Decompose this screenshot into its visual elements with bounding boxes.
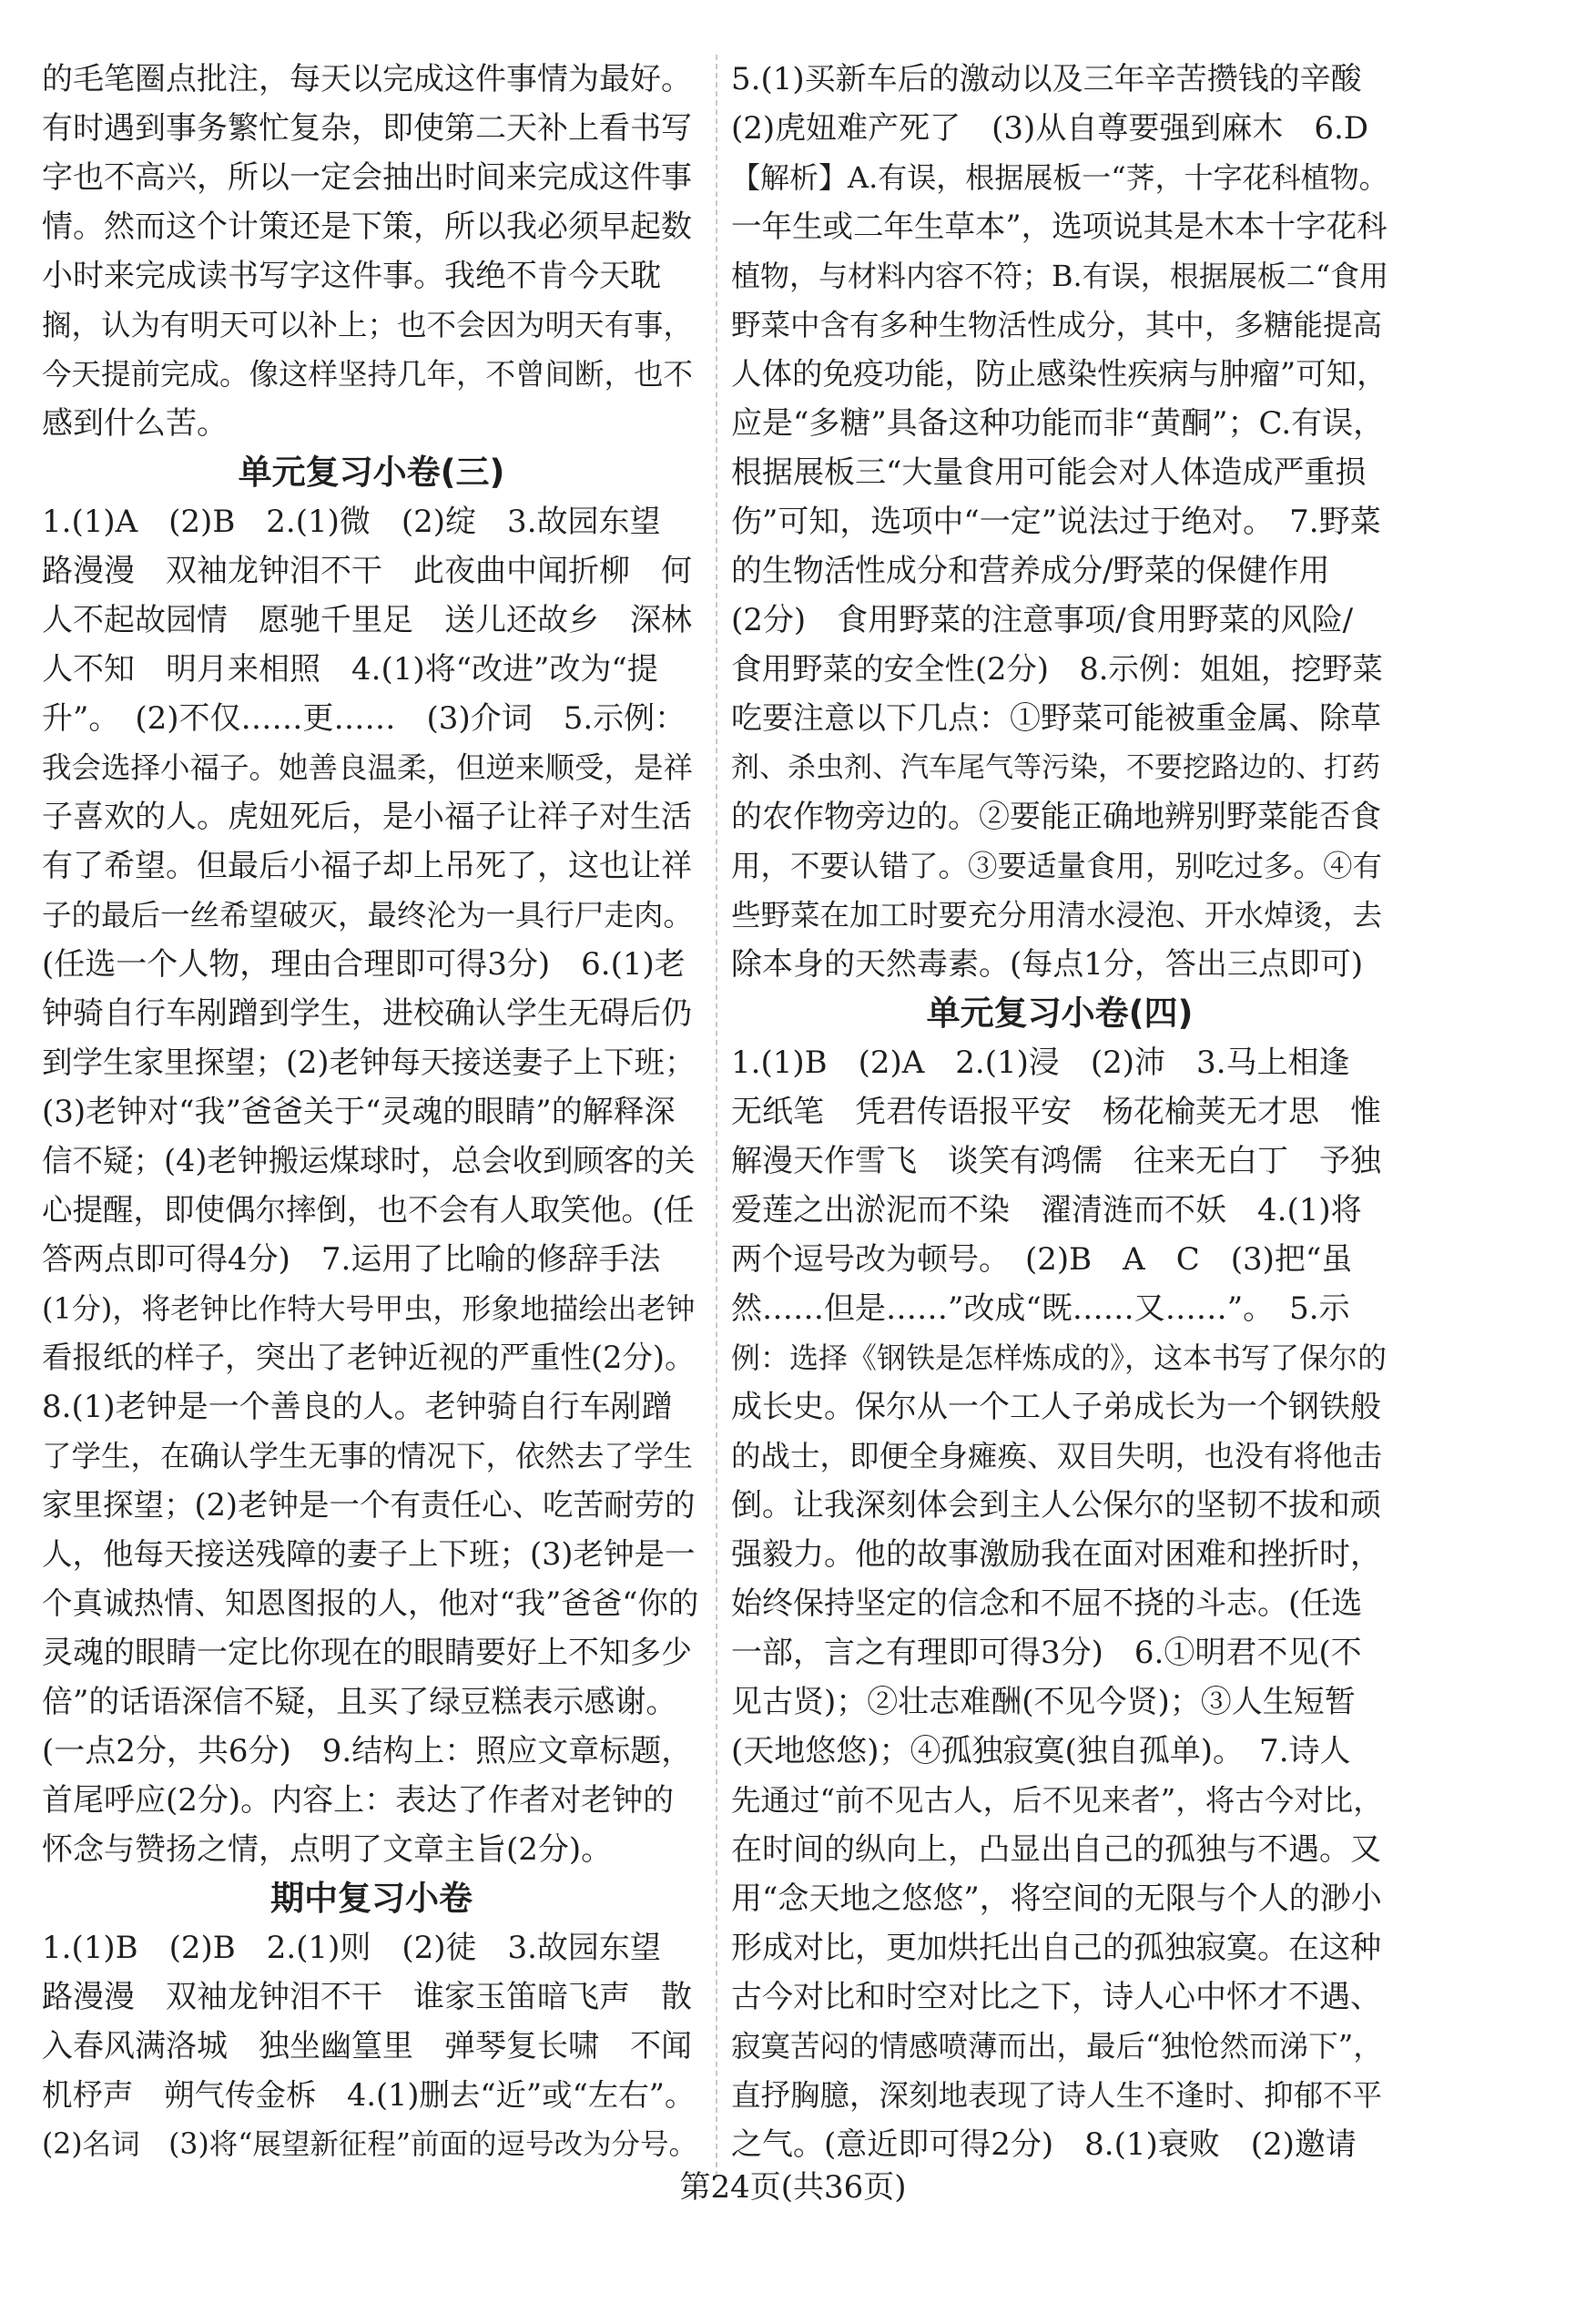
right-column <box>731 55 1388 2169</box>
text-line: 除本身的天然毒素。(每点1分，答出三点即可) <box>731 946 1364 983</box>
section-heading: 单元复习小卷(四) <box>926 994 1194 1033</box>
text-line: 首尾呼应(2分)。内容上：表达了作者对老钟的 <box>42 1782 675 1819</box>
text-line: 解漫天作雪飞 谈笑有鸿儒 往来无白丁 予独 <box>731 1143 1381 1179</box>
text-line: 的毛笔圈点批注，每天以完成这件事情为最好。 <box>42 61 692 97</box>
text-line: 一年生或二年生草本”，选项说其是木本十字花科 <box>731 209 1388 244</box>
section-heading: 单元复习小卷(三) <box>238 453 505 492</box>
text-line: 始终保持坚定的信念和不屈不挠的斗志。(任选 <box>731 1585 1363 1622</box>
left-column <box>42 55 701 2169</box>
text-line: 有了希望。但最后小福子却上吊死了，这也让祥 <box>42 848 692 884</box>
section-heading: 期中复习小卷 <box>270 1879 473 1918</box>
text-line: 灵魂的眼睛一定比你现在的眼睛要好上不知多少 <box>42 1635 692 1671</box>
text-line: 今天提前完成。像这样坚持几年，不曾间断，也不 <box>42 357 694 392</box>
text-line: 见古贤)；②壮志难酬(不见今贤)；③人生短暂 <box>731 1684 1356 1720</box>
text-line: (2)名词 (3)将“展望新征程”前面的逗号改为分号。 <box>42 2128 697 2161</box>
text-line: 搁，认为有明天可以补上；也不会因为明天有事， <box>42 308 694 342</box>
text-line: 的战士，即便全身瘫痪、双目失明，也没有将他击 <box>731 1439 1383 1473</box>
text-line: 升”。 (2)不仅……更…… (3)介词 5.示例： <box>42 700 686 737</box>
text-line: 钟骑自行车剐蹭到学生，进校确认学生无碍后仍 <box>42 995 692 1032</box>
text-line: 信不疑；(4)老钟搬运煤球时，总会收到顾客的关 <box>42 1143 696 1178</box>
text-line: 吃要注意以下几点：①野菜可能被重金属、除草 <box>731 700 1381 737</box>
text-line: 机杼声 朔气传金柝 4.(1)删去“近”或“左右”。 <box>42 2077 696 2113</box>
text-line: 寂寞苦闷的情感喷薄而出，最后“独怆然而涕下”， <box>731 2029 1383 2064</box>
text-line: 倍”的话语深信不疑，且买了绿豆糕表示感谢。 <box>42 1684 677 1720</box>
text-line: 应是“多糖”具备这种功能而非“黄酮”；C.有误， <box>731 405 1385 442</box>
text-line: 情。然而这个计策还是下策，所以我必须早起数 <box>42 209 692 245</box>
text-line: 我会选择小福子。她善良温柔，但逆来顺受，是祥 <box>42 750 694 785</box>
text-line: (2分) 食用野菜的注意事项/食用野菜的风险/ <box>731 602 1354 638</box>
text-line: 的生物活性成分和营养成分/野菜的保健作用 <box>731 553 1330 589</box>
text-line: 形成对比，更加烘托出自己的孤独寂寞。在这种 <box>731 1930 1381 1966</box>
text-line: 心提醒，即使偶尔摔倒，也不会有人取笑他。(任 <box>42 1192 695 1228</box>
text-line: 家里探望；(2)老钟是一个有责任心、吃苦耐劳的 <box>42 1487 696 1523</box>
text-line: 在时间的纵向上，凸显出自己的孤独与不遇。又 <box>731 1831 1381 1868</box>
text-line: 用，不要认错了。③要适量食用，别吃过多。④有 <box>731 849 1383 883</box>
text-line: 强毅力。他的故事激励我在面对困难和挫折时， <box>731 1536 1381 1573</box>
text-line: 倒。让我深刻体会到主人公保尔的坚韧不拔和顽 <box>731 1487 1381 1524</box>
text-line: (3)老钟对“我”爸爸关于“灵魂的眼睛”的解释深 <box>42 1094 676 1130</box>
text-line: (任选一个人物，理由合理即可得3分) 6.(1)老 <box>42 946 686 983</box>
text-line: 感到什么苦。 <box>42 405 228 442</box>
text-line: (天地悠悠)；④孤独寂寞(独自孤单)。 7.诗人 <box>731 1733 1351 1769</box>
text-line: (1分)，将老钟比作特大号甲虫，形象地描绘出老钟 <box>42 1291 696 1326</box>
text-line: 根据展板三“大量食用可能会对人体造成严重损 <box>731 454 1367 491</box>
page-number: 第24页(共36页) <box>679 2169 907 2206</box>
text-line: 到学生家里探望；(2)老钟每天接送妻子上下班； <box>42 1045 696 1080</box>
text-line: 小时来完成读书写字这件事。我绝不肯今天耽 <box>42 258 661 294</box>
text-line: 答两点即可得4分) 7.运用了比喻的修辞手法 <box>42 1241 661 1278</box>
text-line: 1.(1)B (2)B 2.(1)则 (2)徒 3.故园东望 <box>42 1930 661 1966</box>
text-line: 一部，言之有理即可得3分) 6.①明君不见(不 <box>731 1635 1362 1671</box>
text-line: 1.(1)A (2)B 2.(1)微 (2)绽 3.故园东望 <box>42 504 661 540</box>
text-line: 的农作物旁边的。②要能正确地辨别野菜能否食 <box>731 799 1381 835</box>
text-line: 直抒胸臆，深刻地表现了诗人生不逢时、抑郁不平 <box>731 2078 1383 2113</box>
text-line: 例：选择《钢铁是怎样炼成的》，这本书写了保尔的 <box>731 1340 1388 1375</box>
text-line: 怀念与赞扬之情，点明了文章主旨(2分)。 <box>42 1831 613 1868</box>
text-line: 字也不高兴，所以一定会抽出时间来完成这件事 <box>42 159 692 196</box>
text-line: 两个逗号改为顿号。 (2)B A C (3)把“虽 <box>731 1241 1353 1278</box>
column-divider <box>716 55 717 2176</box>
text-line: 8.(1)老钟是一个善良的人。老钟骑自行车剐蹭 <box>42 1389 673 1425</box>
text-line: 成长史。保尔从一个工人子弟成长为一个钢铁般 <box>731 1389 1381 1425</box>
text-line: 路漫漫 双袖龙钟泪不干 此夜曲中闻折柳 何 <box>42 553 692 589</box>
text-line: 个真诚热情、知恩图报的人，他对“我”爸爸“你的 <box>42 1585 699 1621</box>
text-line: 人体的免疫功能，防止感染性疾病与肿瘤”可知， <box>731 356 1388 392</box>
text-line: 了学生，在确认学生无事的情况下，依然去了学生 <box>42 1439 694 1473</box>
text-line: 之气。(意近即可得2分) 8.(1)衰败 (2)邀请 <box>731 2126 1357 2163</box>
text-line: 伤”可知，选项中“一定”说法过于绝对。 7.野菜 <box>731 504 1381 540</box>
text-line: 5.(1)买新车后的激动以及三年辛苦攒钱的辛酸 <box>731 61 1362 97</box>
text-line: 古今对比和时空对比之下，诗人心中怀才不遇、 <box>731 1979 1381 2015</box>
text-line: 【解析】A.有误，根据展板一“荠，十字花科植物。 <box>731 160 1388 195</box>
text-line: 路漫漫 双袖龙钟泪不干 谁家玉笛暗飞声 散 <box>42 1979 692 2015</box>
text-line: 1.(1)B (2)A 2.(1)浸 (2)沛 3.马上相逢 <box>731 1045 1350 1081</box>
text-line: 人不起故园情 愿驰千里足 送儿还故乡 深林 <box>42 602 692 638</box>
text-line: 爱莲之出淤泥而不染 濯清涟而不妖 4.(1)将 <box>731 1192 1362 1228</box>
text-line: (2)虎妞难产死了 (3)从自尊要强到麻木 6.D <box>731 110 1369 147</box>
text-line: 子喜欢的人。虎妞死后，是小福子让祥子对生活 <box>42 799 692 835</box>
text-line: 人，他每天接送残障的妻子上下班；(3)老钟是一 <box>42 1536 696 1572</box>
text-line: 子的最后一丝希望破灭，最终沦为一具行尸走肉。 <box>42 898 694 933</box>
text-line: 剂、杀虫剂、汽车尾气等污染，不要挖路边的、打药 <box>731 751 1380 784</box>
text-line: 无纸笔 凭君传语报平安 杨花榆荚无才思 惟 <box>731 1094 1381 1130</box>
text-line: (一点2分，共6分) 9.结构上：照应文章标题， <box>42 1733 693 1769</box>
text-line: 看报纸的样子，突出了老钟近视的严重性(2分)。 <box>42 1340 696 1375</box>
text-line: 用“念天地之悠悠”，将空间的无限与个人的渺小 <box>731 1881 1382 1917</box>
text-line: 有时遇到事务繁忙复杂，即使第二天补上看书写 <box>42 110 692 147</box>
text-line: 些野菜在加工时要充分用清水浸泡、开水焯烫，去 <box>731 898 1383 933</box>
text-line: 然……但是……”改成“既……又……”。 5.示 <box>731 1290 1350 1327</box>
text-line: 植物，与材料内容不符；B.有误，根据展板二“食用 <box>731 259 1388 293</box>
text-line: 入春风满洛城 独坐幽篁里 弹琴复长啸 不闻 <box>42 2028 692 2064</box>
text-line: 野菜中含有多种生物活性成分，其中，多糖能提高 <box>731 308 1383 342</box>
text-line: 食用野菜的安全性(2分) 8.示例：姐姐，挖野菜 <box>731 651 1383 687</box>
text-line: 先通过“前不见古人，后不见来者”，将古今对比， <box>731 1783 1383 1818</box>
text-line: 人不知 明月来相照 4.(1)将“改进”改为“提 <box>42 651 658 688</box>
